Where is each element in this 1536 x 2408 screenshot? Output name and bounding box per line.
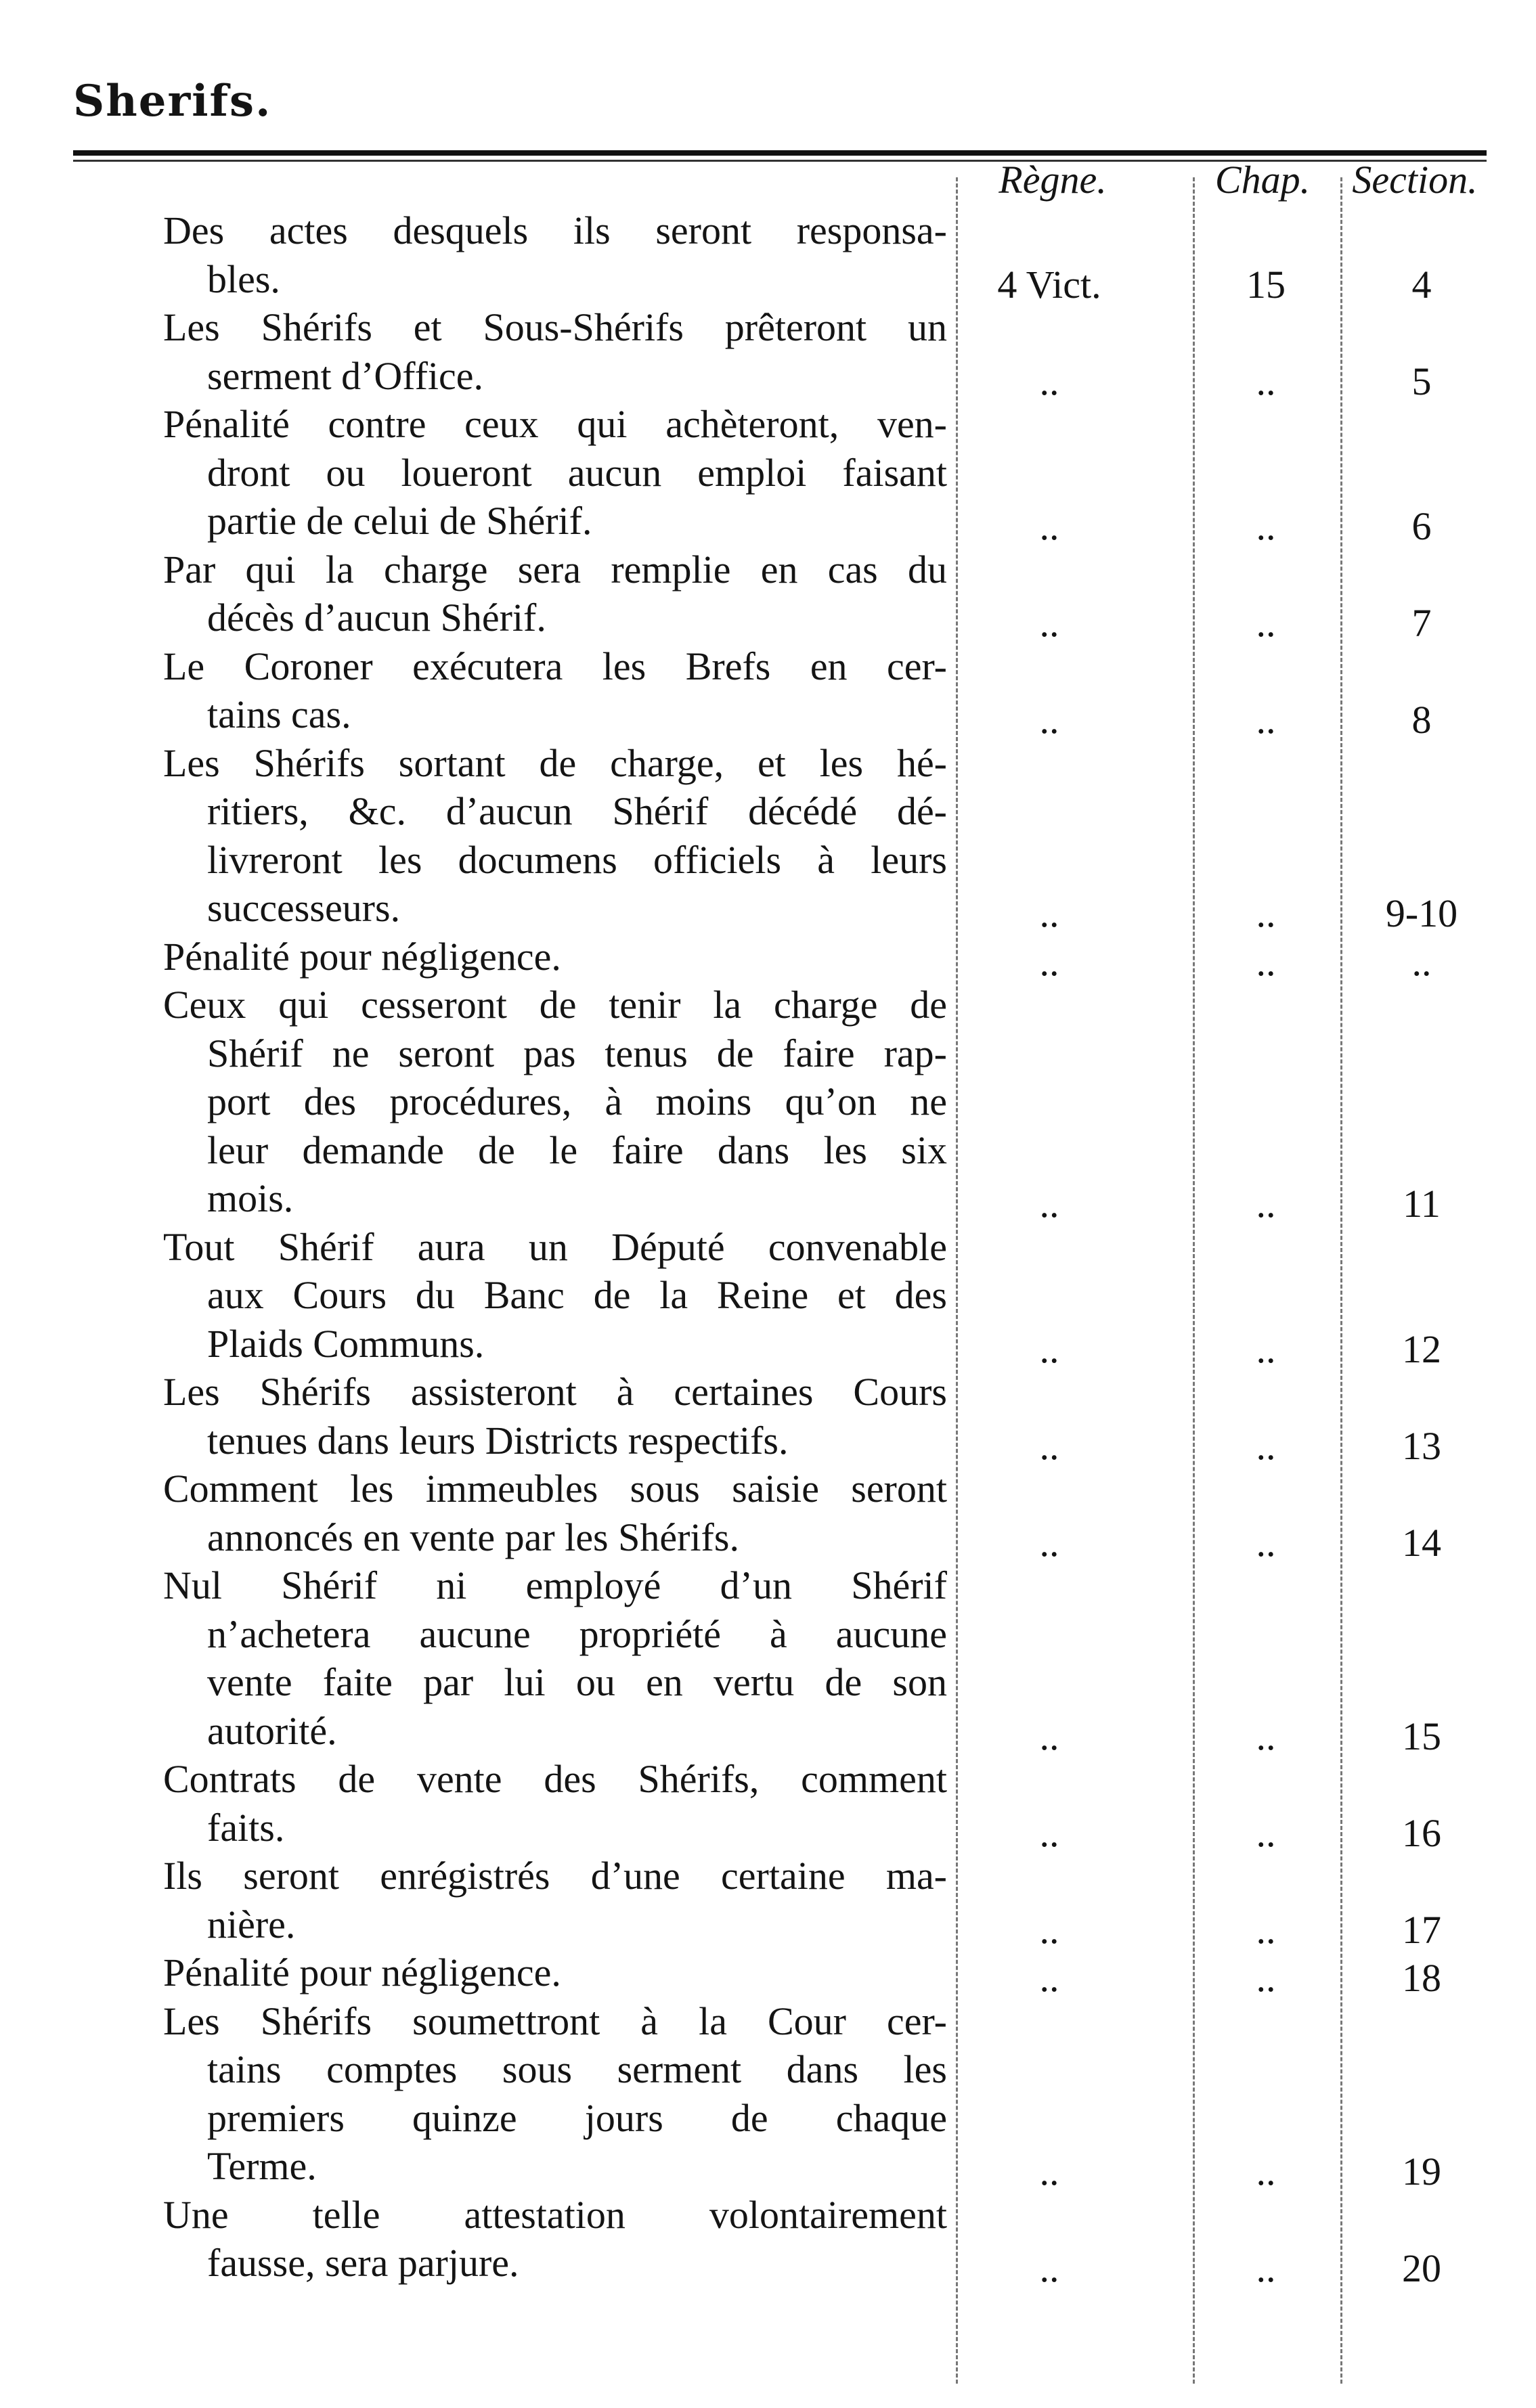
entry-chap-ref: 15: [1246, 262, 1286, 307]
entry-regne-ref: ..: [1039, 1956, 1059, 2000]
entry-text-line: partie de celui de Shérif.: [207, 499, 592, 543]
entry-chap-ref: ..: [1256, 891, 1276, 935]
entry-text-line: annoncés en vente par les Shérifs.: [207, 1515, 739, 1559]
header-rule-thick: [73, 150, 1487, 156]
entry-text-line: vente faite par lui ou en vertu de son: [207, 1660, 947, 1704]
entry-text-line: Les Shérifs sortant de charge, et les hé-: [163, 740, 947, 785]
entry-regne-ref: ..: [1039, 2149, 1059, 2193]
entry-chap-ref: ..: [1256, 359, 1276, 403]
entry-section-ref: 6: [1411, 504, 1432, 548]
entry-text-line: Shérif ne seront pas tenus de faire rap-: [207, 1031, 947, 1075]
entry-text-line: bles.: [207, 257, 280, 301]
entry-text-line: mois.: [207, 1176, 294, 1220]
entry-text-line: Les Shérifs soumettront à la Cour cer-: [163, 1999, 947, 2043]
entry-text-line: aux Cours du Banc de la Reine et des: [207, 1273, 947, 1317]
entry-text-line: Pénalité contre ceux qui achèteront, ven-: [163, 402, 947, 446]
entry-section-ref: ..: [1411, 939, 1432, 984]
entry-text-line: Pénalité pour négligence.: [163, 934, 561, 979]
entry-text-line: fausse, sera parjure.: [207, 2241, 519, 2285]
entry-text-line: Pénalité pour négligence.: [163, 1950, 561, 1994]
entry-text-line: Plaids Communs.: [207, 1321, 485, 1366]
entry-regne-ref: ..: [1039, 939, 1059, 984]
entry-text-line: livreront les documens officiels à leurs: [207, 837, 947, 882]
entry-chap-ref: ..: [1256, 504, 1276, 548]
entry-text-line: leur demande de le faire dans les six: [207, 1128, 947, 1172]
entry-text-line: dront ou loueront aucun emploi faisant: [207, 450, 947, 495]
column-header-section: Section.: [1352, 158, 1478, 202]
entry-text-line: faits.: [207, 1805, 285, 1850]
column-header-regne: Règne.: [999, 158, 1107, 202]
entry-chap-ref: ..: [1256, 1326, 1276, 1371]
entry-regne-ref: ..: [1039, 891, 1059, 935]
entry-regne-ref: ..: [1039, 698, 1059, 742]
entry-text-line: Ceux qui cesseront de tenir la charge de: [163, 983, 947, 1027]
entry-chap-ref: ..: [1256, 2246, 1276, 2290]
entry-text-line: Les Shérifs et Sous-Shérifs prêteront un: [163, 305, 947, 349]
entry-text-line: Ils seront enrégistrés d’une certaine ma-: [163, 1854, 947, 1898]
entry-text-line: décès d’aucun Shérif.: [207, 596, 546, 640]
entry-text-line: Une telle attestation volontairement: [163, 2192, 947, 2237]
entry-regne-ref: 4 Vict.: [997, 262, 1101, 307]
column-divider-text: [956, 177, 958, 2384]
entry-section-ref: 19: [1402, 2149, 1441, 2193]
entry-text-line: Par qui la charge sera remplie en cas du: [163, 547, 947, 592]
entry-text-line: successeurs.: [207, 886, 401, 930]
entry-regne-ref: ..: [1039, 1326, 1059, 1371]
entry-chap-ref: ..: [1256, 1423, 1276, 1468]
entry-section-ref: 20: [1402, 2246, 1441, 2290]
entry-chap-ref: ..: [1256, 1810, 1276, 1855]
entry-chap-ref: ..: [1256, 1520, 1276, 1565]
entry-chap-ref: ..: [1256, 1907, 1276, 1952]
entry-section-ref: 5: [1411, 359, 1432, 403]
entry-regne-ref: ..: [1039, 1714, 1059, 1758]
entry-section-ref: 9-10: [1385, 891, 1458, 935]
entry-regne-ref: ..: [1039, 601, 1059, 645]
entry-section-ref: 14: [1402, 1520, 1441, 1565]
entry-text-line: nière.: [207, 1902, 296, 1946]
entry-text-line: Les Shérifs assisteront à certaines Cours: [163, 1370, 947, 1414]
running-head: Sherifs.: [73, 76, 272, 127]
entry-chap-ref: ..: [1256, 2149, 1276, 2193]
entry-regne-ref: ..: [1039, 1182, 1059, 1226]
entry-text-line: Contrats de vente des Shérifs, comment: [163, 1757, 947, 1801]
column-header-chap: Chap.: [1214, 158, 1311, 202]
entry-section-ref: 16: [1402, 1810, 1441, 1855]
entry-text-line: tains cas.: [207, 692, 351, 736]
entry-text-line: serment d’Office.: [207, 353, 483, 398]
entry-regne-ref: ..: [1039, 359, 1059, 403]
entry-chap-ref: ..: [1256, 1182, 1276, 1226]
entry-chap-ref: ..: [1256, 939, 1276, 984]
entry-chap-ref: ..: [1256, 698, 1276, 742]
entry-section-ref: 12: [1402, 1326, 1441, 1371]
entry-section-ref: 17: [1402, 1907, 1441, 1952]
entry-regne-ref: ..: [1039, 1520, 1059, 1565]
entry-text-line: Tout Shérif aura un Député convenable: [163, 1224, 947, 1269]
entry-text-line: tains comptes sous serment dans les: [207, 2047, 947, 2091]
entry-text-line: ritiers, &c. d’aucun Shérif décédé dé-: [207, 789, 947, 833]
entry-text-line: port des procédures, à moins qu’on ne: [207, 1079, 947, 1123]
entry-text-line: tenues dans leurs Districts respectifs.: [207, 1418, 789, 1463]
entry-chap-ref: ..: [1256, 601, 1276, 645]
column-divider-chap: [1340, 177, 1342, 2384]
entry-regne-ref: ..: [1039, 1907, 1059, 1952]
entry-text-line: autorité.: [207, 1708, 337, 1753]
entry-section-ref: 18: [1402, 1956, 1441, 2000]
entry-text-line: n’achetera aucune propriété à aucune: [207, 1611, 947, 1656]
entry-section-ref: 13: [1402, 1423, 1441, 1468]
entry-text-line: Terme.: [207, 2144, 317, 2188]
entry-text-line: Nul Shérif ni employé d’un Shérif: [163, 1563, 947, 1607]
entry-regne-ref: ..: [1039, 1810, 1059, 1855]
entry-text-line: Des actes desquels ils seront responsa-: [163, 208, 947, 252]
entry-section-ref: 15: [1402, 1714, 1441, 1758]
entry-regne-ref: ..: [1039, 504, 1059, 548]
entry-text-line: Comment les immeubles sous saisie seront: [163, 1467, 947, 1511]
entry-section-ref: 7: [1411, 601, 1432, 645]
entry-section-ref: 8: [1411, 698, 1432, 742]
entry-text-line: premiers quinze jours de chaque: [207, 2095, 947, 2140]
entry-regne-ref: ..: [1039, 2246, 1059, 2290]
entry-section-ref: 11: [1403, 1182, 1441, 1226]
entry-regne-ref: ..: [1039, 1423, 1059, 1468]
entry-section-ref: 4: [1411, 262, 1432, 307]
entry-chap-ref: ..: [1256, 1714, 1276, 1758]
entry-chap-ref: ..: [1256, 1956, 1276, 2000]
entry-text-line: Le Coroner exécutera les Brefs en cer-: [163, 644, 947, 688]
